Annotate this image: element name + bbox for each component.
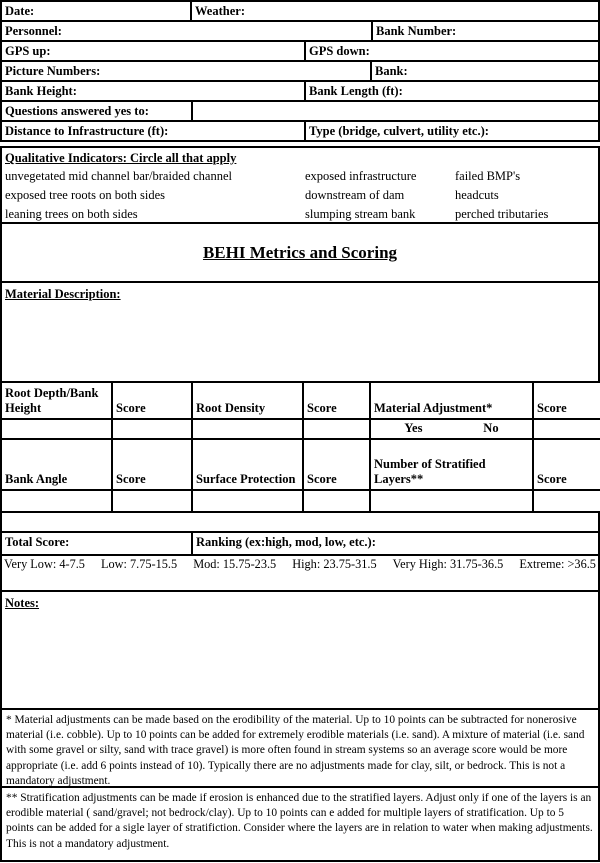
field-label-bank-height: Bank Height: — [5, 84, 77, 98]
entry-cell-bank-angle-score[interactable] — [112, 490, 192, 512]
entry-cell-stratified-layers[interactable] — [370, 490, 533, 512]
field-label-questions-yes: Questions answered yes to: — [5, 104, 149, 118]
field-ranking[interactable] — [193, 533, 598, 554]
field-personnel[interactable] — [2, 22, 373, 40]
field-label-personnel: Personnel: — [5, 24, 62, 38]
field-row-pictures-bank — [0, 60, 600, 82]
field-row-gps — [0, 40, 600, 62]
field-gps-up[interactable] — [2, 42, 306, 60]
footnote-stratification-adjustment: ** Stratification adjustments can be made if erosion is enhanced due to the stratified layers. Adjust only if one of the layers is an erodible material ( sand/gravel; not bedrock/clay). Up to 10 points can e added for multiple layers of stratification. Up to 5 points can be added for a sigle layer of stratifiction. Consider where the layers are in relation to water when making adjustments. This is not a mandatory adjustment. — [0, 786, 600, 862]
material-adjustment-options-cell — [370, 419, 533, 439]
field-picture-numbers[interactable] — [2, 62, 372, 80]
field-questions-yes[interactable] — [2, 102, 193, 120]
qualitative-indicators-title: Qualitative Indicators: Circle all that apply — [5, 151, 237, 165]
qualitative-indicators-section — [0, 146, 600, 224]
ranking-extreme: Extreme: >36.5 — [519, 557, 596, 571]
material-description-section[interactable] — [0, 281, 600, 383]
entry-cell-stratified-layers-score[interactable] — [533, 490, 600, 512]
field-row-bank-dims — [0, 80, 600, 102]
ranking-high: High: 23.75-31.5 — [292, 557, 377, 571]
score-label: Score — [533, 439, 600, 490]
entry-cell-root-density-score[interactable] — [303, 419, 370, 439]
ranking-very-low: Very Low: 4-7.5 — [4, 557, 85, 571]
score-label: Score — [303, 382, 370, 419]
ranking-very-high: Very High: 31.75-36.5 — [392, 557, 504, 571]
field-label-infrastructure-type: Type (bridge, culvert, utility etc.): — [309, 124, 489, 138]
field-row-infrastructure — [0, 120, 600, 142]
score-label: Score — [112, 382, 192, 419]
qualitative-row — [5, 167, 595, 186]
entry-cell-bank-angle[interactable] — [1, 490, 112, 512]
entry-cell-root-density[interactable] — [192, 419, 303, 439]
field-gps-down[interactable] — [306, 42, 598, 60]
score-label: Score — [303, 439, 370, 490]
field-total-score[interactable] — [2, 533, 193, 554]
indicator-exposed-tree-roots[interactable]: exposed tree roots on both sides — [5, 188, 166, 202]
section-title: BEHI Metrics and Scoring — [202, 242, 398, 262]
field-label-distance-infrastructure: Distance to Infrastructure (ft): — [5, 124, 169, 138]
metric-label-material-adjustment: Material Adjustment* — [370, 382, 533, 419]
material-adjustment-yes-option[interactable]: Yes — [404, 421, 423, 435]
qualitative-row — [5, 186, 595, 205]
field-row-date-weather — [0, 0, 600, 22]
qualitative-row — [5, 205, 595, 224]
score-label: Score — [112, 439, 192, 490]
field-label-weather: Weather: — [195, 4, 245, 18]
field-bank-height[interactable] — [2, 82, 306, 100]
indicator-downstream-of-dam[interactable]: downstream of dam — [305, 188, 405, 202]
field-label-picture-numbers: Picture Numbers: — [5, 64, 101, 78]
indicator-perched-tributaries[interactable]: perched tributaries — [455, 207, 549, 221]
entry-cell-root-depth-score[interactable] — [112, 419, 192, 439]
notes-section[interactable] — [0, 590, 600, 710]
field-bank[interactable] — [372, 62, 598, 80]
indicator-leaning-trees[interactable]: leaning trees on both sides — [5, 207, 138, 221]
ranking-mod: Mod: 15.75-23.5 — [193, 557, 277, 571]
metric-label-root-depth-bank-height: Root Depth/Bank Height — [1, 382, 112, 419]
field-bank-number[interactable] — [373, 22, 598, 40]
material-adjustment-no-option[interactable]: No — [483, 421, 499, 435]
field-weather[interactable] — [192, 2, 598, 20]
score-label: Score — [533, 382, 600, 419]
field-label-bank: Bank: — [375, 64, 408, 78]
ranking-low: Low: 7.75-15.5 — [100, 557, 178, 571]
field-label-bank-length: Bank Length (ft): — [309, 84, 403, 98]
metrics-header-row-1 — [1, 382, 600, 419]
metric-label-surface-protection: Surface Protection — [192, 439, 303, 490]
material-description-label: Material Description: — [5, 287, 121, 301]
field-label-gps-down: GPS down: — [309, 44, 370, 58]
entry-cell-material-adjustment-score[interactable] — [533, 419, 600, 439]
entry-cell-root-depth[interactable] — [1, 419, 112, 439]
field-row-personnel-banknumber — [0, 20, 600, 42]
indicator-unvegetated-bar[interactable]: unvegetated mid channel bar/braided channel — [5, 169, 232, 183]
entry-cell-surface-protection-score[interactable] — [303, 490, 370, 512]
footnote-material-adjustment: * Material adjustments can be made based on the erodibility of the material. Up to 10 points can be subtracted for nonerosive material (i.e. cobble). Up to 10 points can be added for extremely erodible materials (i.e. sand). A mixture of material (i.e. sand with some gravel or silty, sand with trace gravel) is more often found in stream systems so an average score would be more appropriate (i.e. add 6 points instead of 10). Typically there are no adjustments made for clay, silt, or bedrock. This is not a mandatory adjustment. — [0, 708, 600, 788]
notes-label: Notes: — [5, 596, 40, 610]
total-score-row — [0, 531, 600, 556]
metric-label-bank-angle: Bank Angle — [1, 439, 112, 490]
metric-label-stratified-layers: Number of Stratified Layers** — [370, 439, 533, 490]
metric-label-root-density: Root Density — [192, 382, 303, 419]
behi-metrics-table — [0, 381, 600, 513]
ranking-scale-row — [0, 554, 600, 592]
field-row-questions — [0, 100, 600, 122]
entry-cell-surface-protection[interactable] — [192, 490, 303, 512]
field-infrastructure-type[interactable] — [306, 122, 598, 140]
spacer-row — [0, 511, 600, 533]
field-label-gps-up: GPS up: — [5, 44, 51, 58]
field-questions-yes-entry[interactable] — [193, 102, 598, 120]
indicator-failed-bmps[interactable]: failed BMP's — [455, 169, 521, 183]
metrics-entry-row-2 — [1, 490, 600, 512]
behi-title-box — [0, 222, 600, 283]
indicator-exposed-infrastructure[interactable]: exposed infrastructure — [305, 169, 417, 183]
indicator-headcuts[interactable]: headcuts — [455, 188, 499, 202]
total-score-label: Total Score: — [5, 535, 70, 549]
ranking-label: Ranking (ex:high, mod, low, etc.): — [196, 535, 376, 549]
indicator-slumping-bank[interactable]: slumping stream bank — [305, 207, 416, 221]
metrics-header-row-2 — [1, 439, 600, 490]
field-label-bank-number: Bank Number: — [376, 24, 457, 38]
field-date[interactable] — [2, 2, 192, 20]
field-label-date: Date: — [5, 4, 35, 18]
field-bank-length[interactable] — [306, 82, 598, 100]
metrics-entry-row-1 — [1, 419, 600, 439]
field-distance-infrastructure[interactable] — [2, 122, 306, 140]
